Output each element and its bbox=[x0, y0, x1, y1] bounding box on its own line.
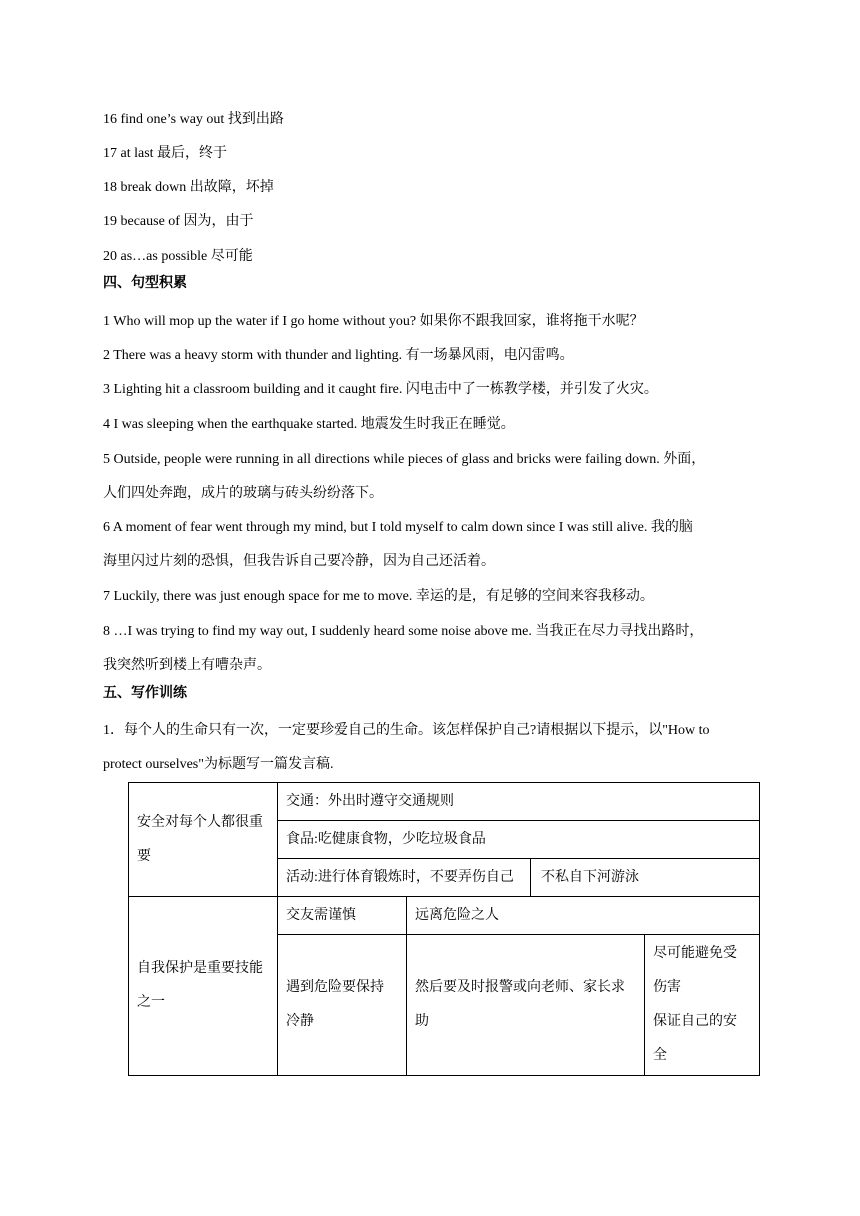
sentence-line: 8 …I was trying to find my way out, I suddenly heard some noise above me. 当我正在尽力寻找出路时， bbox=[103, 624, 704, 639]
sentence-line: 4 I was sleeping when the earthquake started. 地震发生时我正在睡觉。 bbox=[103, 417, 515, 432]
table-cell-away: 远离危险之人 bbox=[407, 897, 760, 935]
table-cell-food: 食品:吃健康食物，少吃垃圾食品 bbox=[278, 821, 760, 859]
sentence-line: 我突然听到楼上有嘈杂声。 bbox=[103, 658, 271, 673]
phrase-item: 17 at last 最后，终于 bbox=[103, 146, 228, 161]
table-cell-activity: 活动:进行体育锻炼时，不要弄伤自己 bbox=[278, 859, 531, 897]
table-cell-self-protection-label: 自我保护是重要技能 之一 bbox=[129, 897, 278, 1076]
table-cell-avoid: 尽可能避免受 伤害 保证自己的安 全 bbox=[645, 935, 760, 1076]
table-cell-traffic: 交通：外出时遵守交通规则 bbox=[278, 783, 760, 821]
writing-prompt: 1．每个人的生命只有一次，一定要珍爱自己的生命。该怎样保护自己?请根据以下提示，以"How to bbox=[103, 723, 710, 738]
phrase-item: 20 as…as possible 尽可能 bbox=[103, 249, 253, 264]
sentence-line: 7 Luckily, there was just enough space for me to move. 幸运的是，有足够的空间来容我移动。 bbox=[103, 589, 654, 604]
section-heading-writing: 五、写作训练 bbox=[103, 686, 187, 701]
phrase-item: 19 because of 因为，由于 bbox=[103, 214, 254, 229]
sentence-line: 5 Outside, people were running in all directions while pieces of glass and bricks were failing down. 外面， bbox=[103, 452, 706, 467]
sentence-line: 人们四处奔跑，成片的玻璃与砖头纷纷落下。 bbox=[103, 486, 383, 501]
section-heading-sentences: 四、句型积累 bbox=[103, 276, 187, 291]
table-cell-swim: 不私自下河游泳 bbox=[531, 859, 760, 897]
table-cell-calm: 遇到危险要保持 冷静 bbox=[278, 935, 407, 1076]
table-cell-safety-label: 安全对每个人都很重 要 bbox=[129, 783, 278, 897]
sentence-line: 2 There was a heavy storm with thunder and lighting. 有一场暴风雨，电闪雷鸣。 bbox=[103, 348, 574, 363]
phrase-item: 16 find one’s way out 找到出路 bbox=[103, 112, 284, 127]
sentence-line: 海里闪过片刻的恐惧，但我告诉自己要冷静，因为自己还活着。 bbox=[103, 554, 495, 569]
sentence-line: 1 Who will mop up the water if I go home without you? 如果你不跟我回家，谁将拖干水呢？ bbox=[103, 314, 644, 329]
outline-table bbox=[128, 782, 760, 1076]
writing-prompt: protect ourselves"为标题写一篇发言稿. bbox=[103, 757, 334, 772]
table-cell-friends: 交友需谨慎 bbox=[278, 897, 407, 935]
sentence-line: 6 A moment of fear went through my mind, but I told myself to calm down since I was still alive. 我的脑 bbox=[103, 520, 693, 535]
phrase-item: 18 break down 出故障，坏掉 bbox=[103, 180, 274, 195]
sentence-line: 3 Lighting hit a classroom building and it caught fire. 闪电击中了一栋教学楼，并引发了火灾。 bbox=[103, 382, 658, 397]
table-cell-report: 然后要及时报警或向老师、家长求 助 bbox=[407, 935, 645, 1076]
